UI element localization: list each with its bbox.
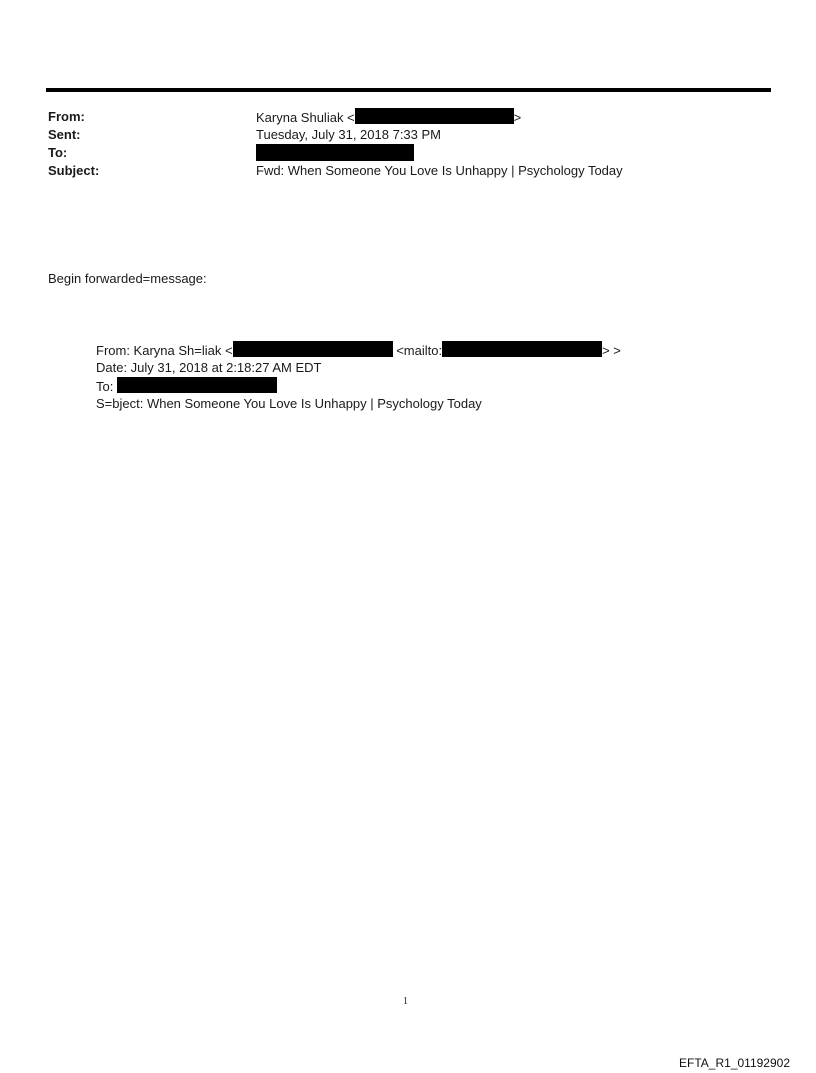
fwd-from-suffix: > > <box>602 343 621 358</box>
to-value <box>256 144 414 164</box>
redaction-block <box>233 341 393 357</box>
from-name: Karyna Shuliak < <box>256 110 355 125</box>
to-label: To: <box>48 145 68 160</box>
from-label: From: <box>48 109 85 124</box>
forward-intro: Begin forwarded=message: <box>48 271 207 286</box>
sent-label: Sent: <box>48 127 81 142</box>
page-number: 1 <box>403 996 408 1007</box>
document-id: EFTA_R1_01192902 <box>679 1056 790 1070</box>
subject-label: Subject: <box>48 163 100 178</box>
redaction-block <box>355 108 514 124</box>
redaction-block <box>256 144 414 161</box>
fwd-date-line: Date: July 31, 2018 at 2:18:27 AM EDT <box>96 360 322 375</box>
sent-value: Tuesday, July 31, 2018 7:33 PM <box>256 127 441 142</box>
fwd-to-label: To: <box>96 379 114 394</box>
subject-value: Fwd: When Someone You Love Is Unhappy | Psychology Today <box>256 163 623 178</box>
fwd-from-prefix: From: Karyna Sh=liak < <box>96 343 233 358</box>
fwd-to-line <box>96 377 277 396</box>
fwd-from-line <box>96 341 621 360</box>
redaction-block <box>117 377 277 393</box>
fwd-mailto: <mailto: <box>396 343 443 358</box>
fwd-subject-line: S=bject: When Someone You Love Is Unhappy | Psychology Today <box>96 396 482 411</box>
header-rule <box>46 88 771 92</box>
from-value <box>256 108 521 127</box>
from-suffix: > <box>513 110 522 125</box>
redaction-block <box>442 341 602 357</box>
